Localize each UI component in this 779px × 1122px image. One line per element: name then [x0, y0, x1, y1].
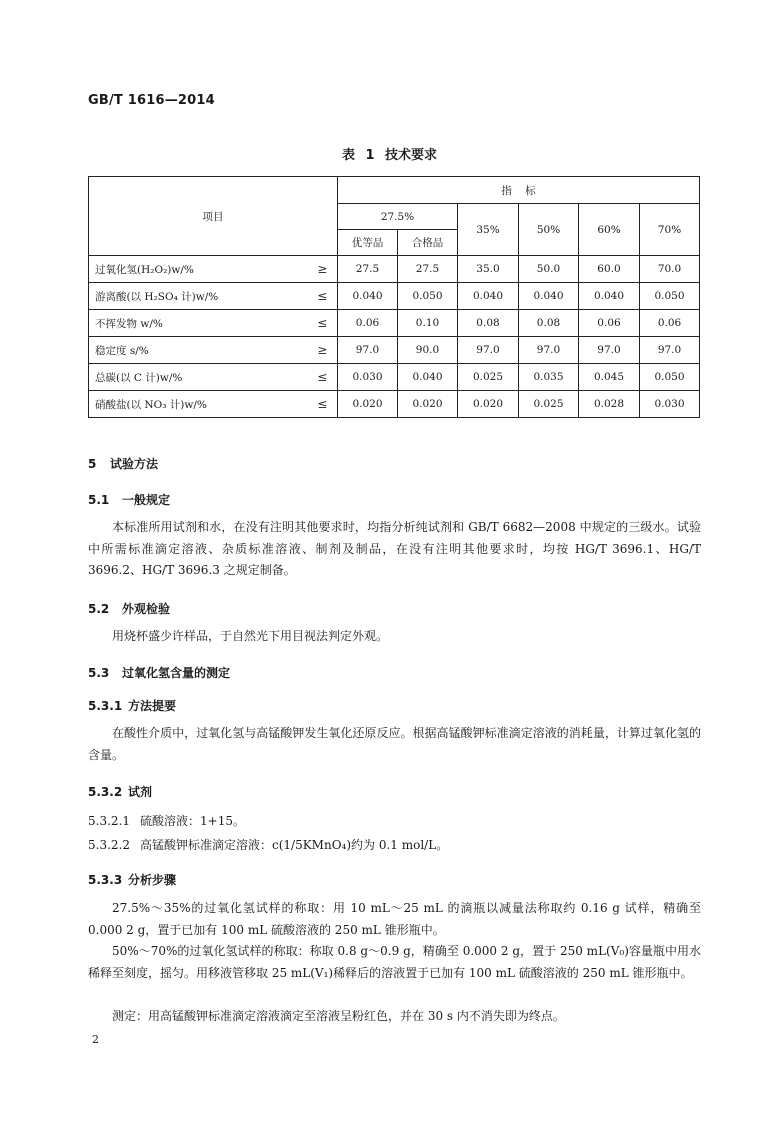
row-item-label: 不挥发物 w/% [89, 310, 308, 337]
page-number: 2 [92, 1033, 99, 1046]
cell-value: 0.020 [338, 391, 398, 418]
standard-code-header: GB/T 1616—2014 [88, 93, 215, 108]
cell-value: 70.0 [640, 256, 700, 283]
cell-value: 0.10 [398, 310, 458, 337]
row-relation: ≤ [308, 364, 338, 391]
section-5-3-heading [88, 664, 230, 681]
technical-requirements-table [88, 176, 700, 418]
table-row [89, 364, 700, 391]
section-title: 试验方法 [110, 457, 159, 471]
cell-value: 0.050 [398, 283, 458, 310]
column-header-qualified: 合格品 [398, 230, 458, 256]
cell-value: 0.040 [398, 364, 458, 391]
cell-value: 0.08 [519, 310, 579, 337]
column-header-superior: 优等品 [338, 230, 398, 256]
cell-value: 0.050 [640, 364, 700, 391]
reagent-text: 高锰酸钾标准滴定溶液：c(1/5KMnO₄)约为 0.1 mol/L。 [140, 838, 449, 852]
section-5-1-heading [88, 491, 170, 508]
section-5-3-2-heading [88, 783, 152, 800]
cell-value: 0.06 [338, 310, 398, 337]
cell-value: 0.08 [458, 310, 519, 337]
row-item-label: 总碳(以 C 计)w/% [89, 364, 308, 391]
section-number: 5.1 [88, 493, 110, 507]
section-5-heading [88, 455, 158, 472]
cell-value: 0.040 [519, 283, 579, 310]
cell-value: 0.040 [338, 283, 398, 310]
section-number: 5.3 [88, 666, 110, 680]
reagent-text: 硫酸溶液：1+15。 [140, 814, 245, 828]
section-title: 分析步骤 [128, 873, 177, 887]
table-row [89, 283, 700, 310]
section-title: 方法提要 [128, 699, 177, 713]
reagent-number: 5.3.2.1 [88, 814, 130, 828]
column-group-27-5: 27.5% [338, 204, 458, 230]
section-5-3-3-heading [88, 871, 176, 888]
row-relation: ≥ [308, 256, 338, 283]
paragraph-5-1: 本标准所用试剂和水，在没有注明其他要求时，均指分析纯试剂和 GB/T 6682—2008 中规定的三级水。试验中所需标准滴定溶液、杂质标准溶液、制剂及制品，在没有注明其他要求时，均按 HG/T 3696.1、HG/T 3696.2、HG/T 3696.3 之规定制备。 [88, 520, 701, 577]
cell-value: 60.0 [579, 256, 640, 283]
section-title: 一般规定 [122, 493, 171, 507]
paragraph-titration: 测定：用高锰酸钾标准滴定溶液滴定至溶液呈粉红色，并在 30 s 内不消失即为终点。 [112, 1009, 565, 1023]
paragraph-sample-weighing-high: 50%～70%的过氧化氢试样的称取：称取 0.8 g～0.9 g，精确至 0.000 2 g，置于 250 mL(V₀)容量瓶中用水稀释至刻度，摇匀。用移液管移取 25 mL(V₁)稀释后的溶液置于已加有 100 mL 硫酸溶液的 250 mL 锥形瓶中。 [88, 944, 701, 980]
table-row [89, 310, 700, 337]
cell-value: 50.0 [519, 256, 579, 283]
section-5-2-heading [88, 600, 170, 617]
reagent-item [88, 836, 448, 853]
paragraph-5-3-1: 在酸性介质中，过氧化氢与高锰酸钾发生氧化还原反应。根据高锰酸钾标准滴定溶液的消耗量，计算过氧化氢的含量。 [88, 726, 701, 762]
cell-value: 0.028 [579, 391, 640, 418]
section-number: 5.3.2 [88, 785, 123, 799]
table-row [89, 256, 700, 283]
table-row [89, 391, 700, 418]
cell-value: 97.0 [338, 337, 398, 364]
cell-value: 0.030 [338, 364, 398, 391]
row-item-label: 硝酸盐(以 NO₃ 计)w/% [89, 391, 308, 418]
section-title: 外观检验 [122, 602, 171, 616]
column-header-50: 50% [519, 204, 579, 256]
cell-value: 35.0 [458, 256, 519, 283]
cell-value: 0.035 [519, 364, 579, 391]
paragraph-5-2: 用烧杯盛少许样品，于自然光下用目视法判定外观。 [112, 629, 389, 643]
cell-value: 97.0 [458, 337, 519, 364]
cell-value: 97.0 [579, 337, 640, 364]
cell-value: 90.0 [398, 337, 458, 364]
section-title: 试剂 [128, 785, 153, 799]
column-header-70: 70% [640, 204, 700, 256]
section-number: 5.3.1 [88, 699, 123, 713]
cell-value: 97.0 [519, 337, 579, 364]
paragraph-sample-weighing-low: 27.5%～35%的过氧化氢试样的称取：用 10 mL～25 mL 的滴瓶以减量法称取约 0.16 g 试样，精确至 0.000 2 g，置于已加有 100 mL 硫酸溶液的 250 mL 锥形瓶中。 [88, 901, 701, 937]
column-header-60: 60% [579, 204, 640, 256]
section-number: 5.2 [88, 602, 110, 616]
row-relation: ≤ [308, 391, 338, 418]
section-number: 5 [88, 457, 97, 471]
cell-value: 0.020 [398, 391, 458, 418]
cell-value: 0.050 [640, 283, 700, 310]
cell-value: 0.06 [579, 310, 640, 337]
row-relation: ≤ [308, 283, 338, 310]
section-5-3-1-heading [88, 697, 176, 714]
cell-value: 0.020 [458, 391, 519, 418]
row-item-label: 游离酸(以 H₂SO₄ 计)w/% [89, 283, 308, 310]
cell-value: 0.040 [579, 283, 640, 310]
cell-value: 0.030 [640, 391, 700, 418]
row-relation: ≥ [308, 337, 338, 364]
cell-value: 0.025 [458, 364, 519, 391]
section-title: 过氧化氢含量的测定 [122, 666, 231, 680]
cell-value: 27.5 [338, 256, 398, 283]
cell-value: 27.5 [398, 256, 458, 283]
row-item-label: 过氧化氢(H₂O₂)w/% [89, 256, 308, 283]
section-number: 5.3.3 [88, 873, 123, 887]
cell-value: 0.025 [519, 391, 579, 418]
cell-value: 0.040 [458, 283, 519, 310]
table-caption: 表 1 技术要求 [341, 148, 438, 163]
cell-value: 0.045 [579, 364, 640, 391]
reagent-item [88, 812, 245, 829]
table-row [89, 337, 700, 364]
cell-value: 0.06 [640, 310, 700, 337]
row-relation: ≤ [308, 310, 338, 337]
column-header-item: 项目 [89, 177, 338, 256]
column-header-35: 35% [458, 204, 519, 256]
row-item-label: 稳定度 s/% [89, 337, 308, 364]
reagent-number: 5.3.2.2 [88, 838, 130, 852]
column-header-indicator: 指 标 [338, 177, 700, 204]
cell-value: 97.0 [640, 337, 700, 364]
